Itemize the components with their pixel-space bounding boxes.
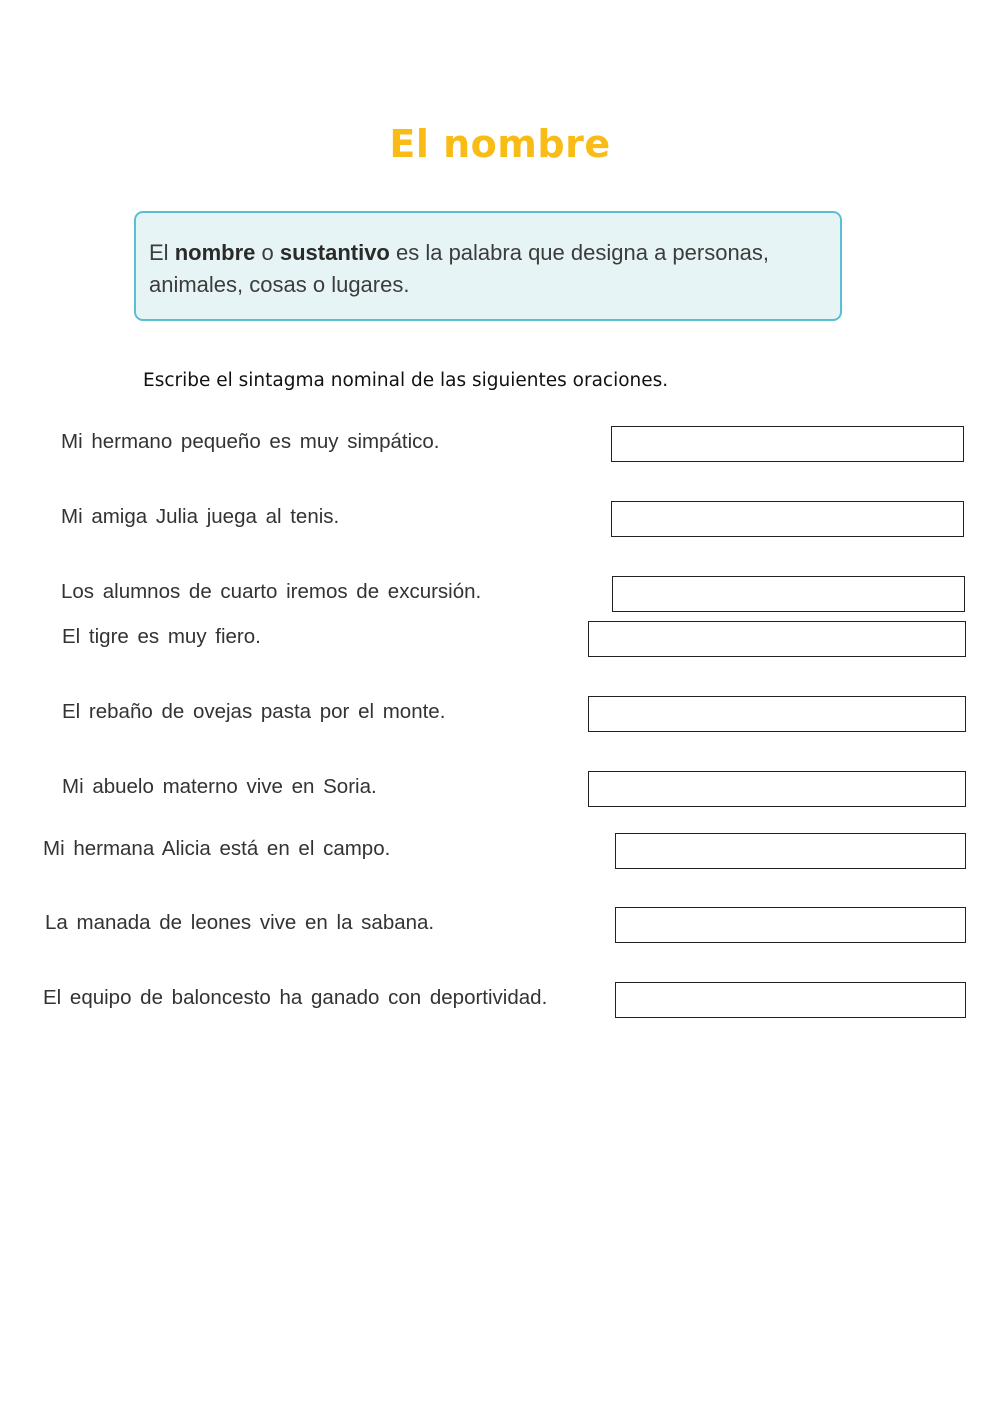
page-title: El nombre	[389, 122, 611, 166]
exercise-sentence: La manada de leones vive en la sabana.	[45, 911, 435, 934]
answer-field[interactable]	[615, 907, 966, 943]
exercise-sentence: Mi abuelo materno vive en Soria.	[62, 775, 377, 798]
definition-text	[149, 237, 829, 301]
exercise-sentence: Los alumnos de cuarto iremos de excursión.	[61, 580, 482, 603]
definition-part: es la palabra que designa a personas, animales, cosas o lugares.	[149, 240, 770, 297]
definition-part: El	[149, 240, 175, 265]
exercise-sentence: Mi hermano pequeño es muy simpático.	[61, 430, 440, 453]
exercise-sentence: Mi hermana Alicia está en el campo.	[43, 837, 391, 860]
answer-field[interactable]	[611, 426, 964, 462]
exercise-sentence: El equipo de baloncesto ha ganado con deportividad.	[43, 986, 548, 1009]
exercise-sentence: El rebaño de ovejas pasta por el monte.	[62, 700, 446, 723]
answer-field[interactable]	[615, 833, 966, 869]
answer-field[interactable]	[615, 982, 966, 1018]
exercise-sentence: Mi amiga Julia juega al tenis.	[61, 505, 340, 528]
answer-field[interactable]	[588, 696, 966, 732]
definition-box	[134, 211, 842, 321]
definition-part: o	[255, 240, 280, 265]
exercise-sentence: El tigre es muy fiero.	[62, 625, 261, 648]
answer-field[interactable]	[611, 501, 964, 537]
answer-field[interactable]	[612, 576, 965, 612]
definition-term-nombre: nombre	[174, 240, 256, 265]
answer-field[interactable]	[588, 771, 966, 807]
answer-field[interactable]	[588, 621, 966, 657]
instruction-text: Escribe el sintagma nominal de las siguientes oraciones.	[143, 370, 669, 391]
definition-term-sustantivo: sustantivo	[279, 240, 390, 265]
